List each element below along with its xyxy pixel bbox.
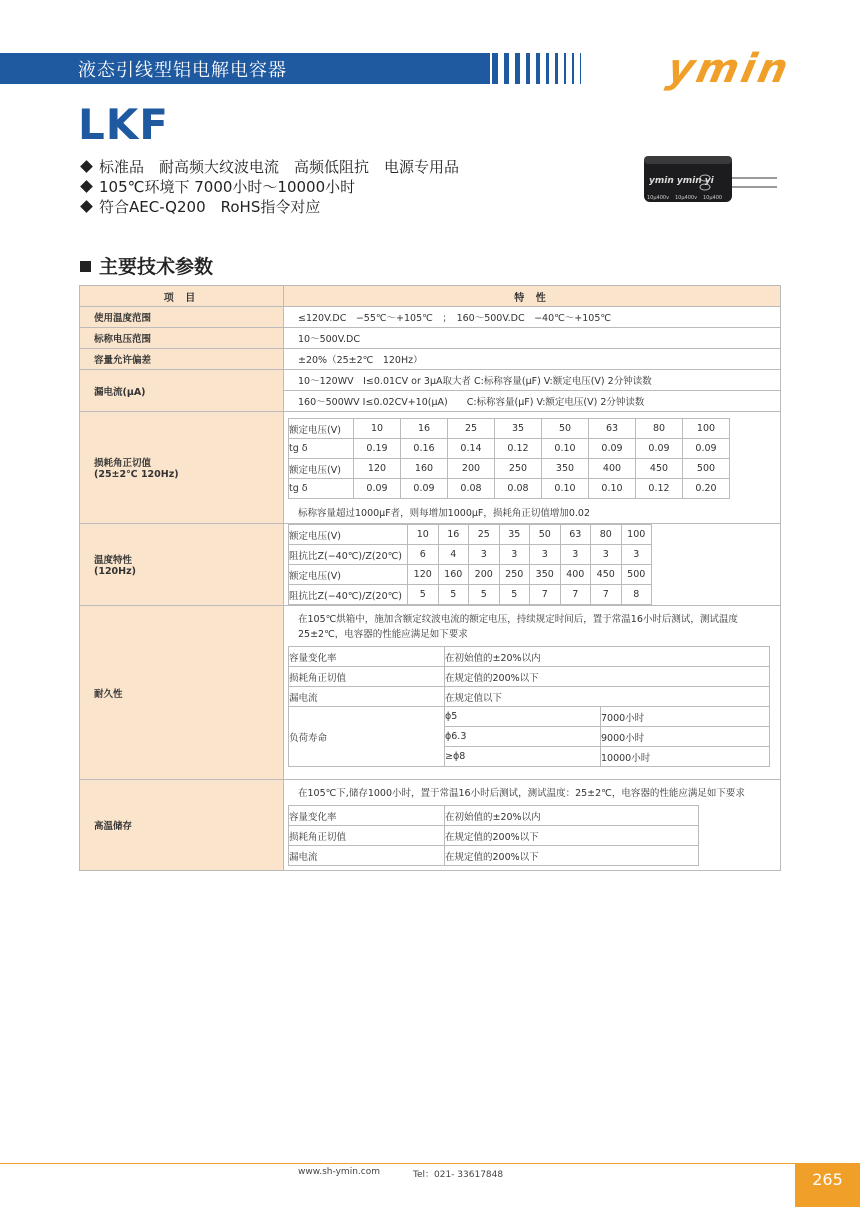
table-row [80, 370, 781, 391]
row-label: 高温储存 [80, 780, 284, 871]
row-value: 10～120WV I≤0.01CV or 3μA取大者 C:标称容量(μF) V:额定电压(V) 2分钟读数 [284, 370, 781, 391]
section-title: 主要技术参数 [80, 252, 213, 279]
footer-divider [0, 1163, 795, 1164]
svg-text:10µ400: 10µ400 [703, 195, 723, 201]
storage-note: 在105℃下,储存1000小时，置于常温16小时后测试，测试温度：25±2℃，电容器的性能应满足如下要求 [298, 788, 745, 799]
table-header-row [80, 286, 781, 307]
footer-website: www.sh-ymin.com [298, 1167, 380, 1177]
svg-text:10µ400v: 10µ400v [675, 195, 698, 201]
endurance-table: 容量变化率 在初始值的±20%以内 损耗角正切值 在规定值的200%以下 漏电流 在规定值以下 负荷寿命 ϕ5 7000小时 ϕ6.3 9000小时 ≥ϕ8 10000小时 [288, 646, 770, 767]
row-label: 漏电流(μA) [80, 370, 284, 412]
header-stripes [490, 53, 600, 84]
imp-voltage-row: 额定电压(V) 10 16 25 35 50 63 80 100 [289, 525, 652, 545]
tan-delta-table [288, 418, 730, 499]
feature-item: 标准品 耐高频大纹波电流 高频低阻抗 电源专用品 [78, 156, 459, 177]
svg-text:10µ400v: 10µ400v [647, 195, 670, 201]
table-row [80, 307, 781, 328]
temp-char-cell [284, 524, 781, 606]
tan-voltage-row: 额定电压(V) 120 160 200 250 350 400 450 500 [289, 459, 730, 479]
row-label: 使用温度范围 [80, 307, 284, 328]
impedance-table [288, 524, 652, 605]
table-row [80, 524, 781, 606]
row-value: ±20%（25±2℃ 120Hz） [284, 349, 781, 370]
table-row [80, 349, 781, 370]
table-row [80, 606, 781, 780]
tan-note: 标称容量超过1000μF者，则每增加1000μF，损耗角正切值增加0.02 [298, 508, 591, 519]
endurance-note: 在105℃烘箱中，施加含额定纹波电流的额定电压，持续规定时间后，置于常温16小时后测试，测试温度25±2℃，电容器的性能应满足如下要求 [298, 614, 738, 640]
endurance-cell [284, 606, 781, 780]
feature-item: 符合AEC-Q200 RoHS指令对应 [78, 196, 320, 217]
table-row [80, 780, 781, 871]
imp-value-row: 阻抗比Z(−40℃)/Z(20℃) 6 4 3 3 3 3 3 3 [289, 545, 652, 565]
row-label: 损耗角正切值 (25±2℃ 120Hz) [80, 412, 284, 524]
tan-value-row: tg δ 0.19 0.16 0.14 0.12 0.10 0.09 0.09 0.09 [289, 439, 730, 459]
tan-delta-cell [284, 412, 781, 524]
storage-cell [284, 780, 781, 871]
storage-table: 容量变化率 在初始值的±20%以内 损耗角正切值 在规定值的200%以下 漏电流 在规定值的200%以下 [288, 805, 699, 866]
tan-voltage-row: 额定电压(V) 10 16 25 35 50 63 80 100 [289, 419, 730, 439]
header-title: 液态引线型铝电解电容器 [78, 60, 287, 81]
capacitor-image [643, 153, 778, 208]
row-label: 标称电压范围 [80, 328, 284, 349]
imp-voltage-row: 额定电压(V) 120 160 200 250 350 400 450 500 [289, 565, 652, 585]
row-value: ≤120V.DC −55℃～+105℃ ； 160～500V.DC −40℃～+105℃ [284, 307, 781, 328]
row-label: 耐久性 [80, 606, 284, 780]
table-row [80, 412, 781, 524]
row-label: 温度特性 (120Hz) [80, 524, 284, 606]
row-label: 容量允许偏差 [80, 349, 284, 370]
footer-phone: Tel：021- 33617848 [413, 1170, 504, 1180]
spec-table [79, 285, 781, 871]
col-item-header: 项 目 [80, 286, 284, 307]
col-char-header: 特 性 [284, 286, 781, 307]
tan-value-row: tg δ 0.09 0.09 0.08 0.08 0.10 0.10 0.12 0.20 [289, 479, 730, 499]
table-row [80, 328, 781, 349]
row-value: 160～500WV I≤0.02CV+10(μA) C:标称容量(μF) V:额定电压(V) 2分钟读数 [284, 391, 781, 412]
series-title: LKF [78, 100, 169, 149]
row-value: 10～500V.DC [284, 328, 781, 349]
feature-item: 105℃环境下 7000小时～10000小时 [78, 176, 355, 197]
page-number: 265 [795, 1163, 860, 1207]
imp-value-row: 阻抗比Z(−40℃)/Z(20℃) 5 5 5 5 7 7 7 8 [289, 585, 652, 605]
svg-text:ymin ymin yi: ymin ymin yi [649, 176, 714, 186]
ymin-logo: ymin [663, 46, 795, 92]
